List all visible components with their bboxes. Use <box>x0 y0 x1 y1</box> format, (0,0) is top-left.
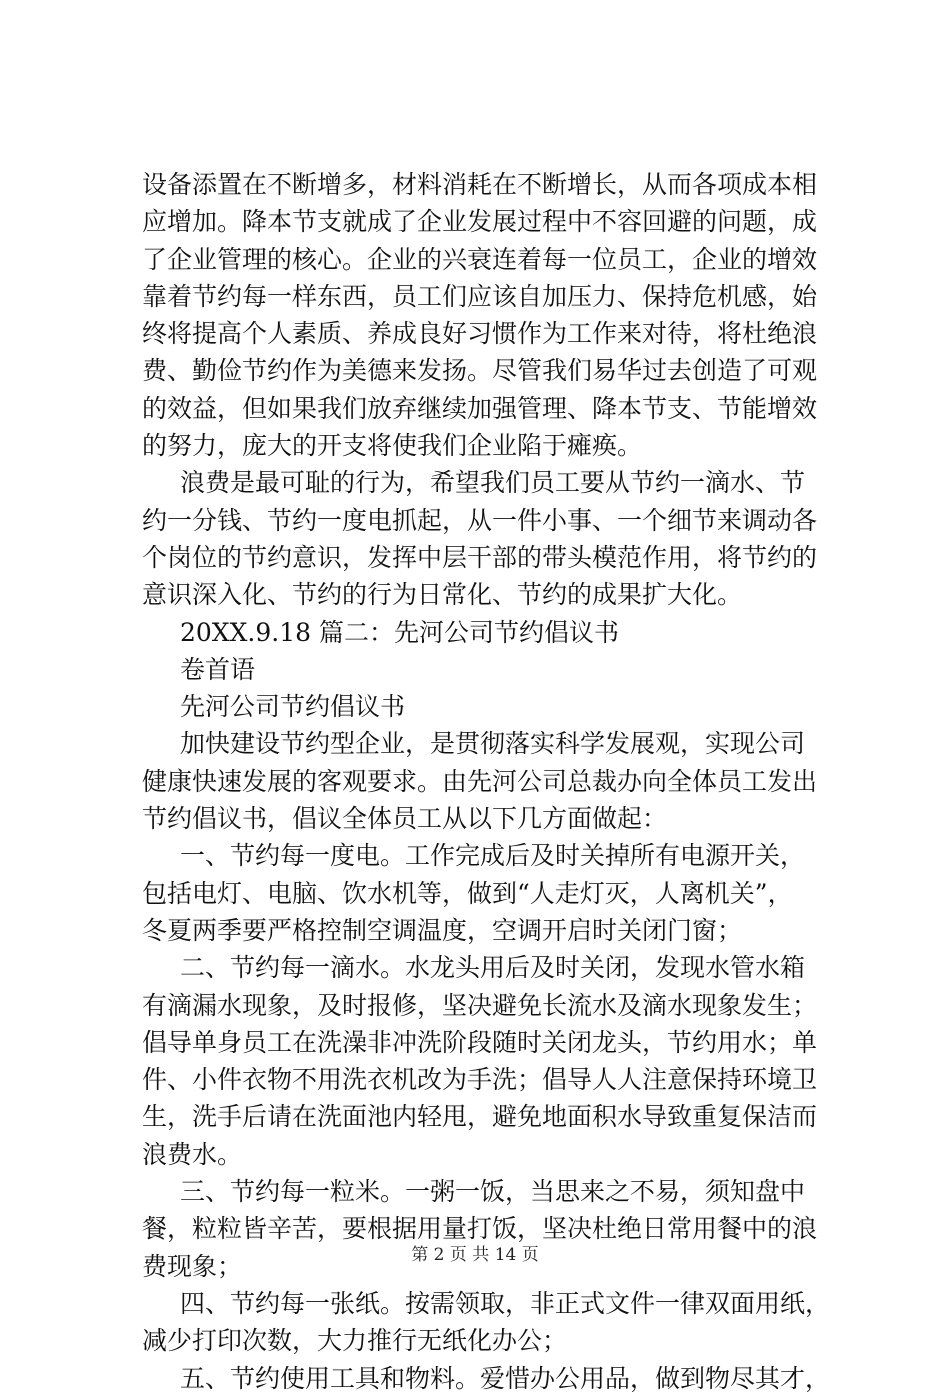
page-footer: 第 2 页 共 14 页 <box>411 1245 539 1265</box>
text-line: 健康快速发展的客观要求。由先河公司总裁办向全体员工发出 <box>142 766 818 796</box>
text-line: 浪费水。 <box>142 1139 243 1169</box>
text-line: 倡导单身员工在洗澡非冲洗阶段随时关闭龙头，节约用水；单 <box>142 1027 818 1057</box>
text-line: 个岗位的节约意识，发挥中层干部的带头模范作用，将节约的 <box>142 542 818 572</box>
text-line: 有滴漏水现象，及时报修，坚决避免长流水及滴水现象发生； <box>142 990 818 1020</box>
text-line: 冬夏两季要严格控制空调温度，空调开启时关闭门窗； <box>142 915 743 945</box>
text-line: 约一分钱、节约一度电抓起，从一件小事、一个细节来调动各 <box>142 505 818 535</box>
text-line: 件、小件衣物不用洗衣机改为手洗；倡导人人注意保持环境卫 <box>142 1065 818 1095</box>
text-line: 终将提高个人素质、养成良好习惯作为工作来对待，将杜绝浪 <box>142 319 818 349</box>
text-line: 二、节约每一滴水。水龙头用后及时关闭，发现水管水箱 <box>180 953 806 983</box>
text-line: 包括电灯、电脑、饮水机等，做到“人走灯灭，人离机关”， <box>142 878 793 908</box>
text-line: 减少打印次数，大力推行无纸化办公； <box>142 1326 568 1356</box>
document-body <box>142 166 842 1397</box>
text-line: 加快建设节约型企业，是贯彻落实科学发展观，实现公司 <box>180 729 806 759</box>
text-line: 四、节约每一张纸。按需领取，非正式文件一律双面用纸， <box>180 1288 831 1318</box>
text-line: 生，洗手后请在洗面池内轻甩，避免地面积水导致重复保洁而 <box>142 1102 818 1132</box>
text-line: 20XX.9.18 篇二：先河公司节约倡议书 <box>180 617 619 647</box>
text-line: 意识深入化、节约的行为日常化、节约的成果扩大化。 <box>142 580 743 610</box>
text-line: 设备添置在不断增多，材料消耗在不断增长，从而各项成本相 <box>142 170 818 199</box>
text-line: 应增加。降本节支就成了企业发展过程中不容回避的问题，成 <box>142 207 818 237</box>
text-line: 先河公司节约倡议书 <box>180 692 406 722</box>
text-line: 三、节约每一粒米。一粥一饭，当思来之不易，须知盘中 <box>180 1177 806 1207</box>
text-line: 节约倡议书，倡议全体员工从以下几方面做起： <box>142 804 668 834</box>
text-line: 的努力，庞大的开支将使我们企业陷于瘫痪。 <box>142 431 643 461</box>
text-line: 费、勤俭节约作为美德来发扬。尽管我们易华过去创造了可观 <box>142 356 818 386</box>
text-line: 靠着节约每一样东西，员工们应该自加压力、保持危机感，始 <box>142 281 818 311</box>
text-line: 五、节约使用工具和物料。爱惜办公用品，做到物尽其才， <box>180 1363 831 1393</box>
text-line: 卷首语 <box>180 654 256 684</box>
text-line: 一、节约每一度电。工作完成后及时关掉所有电源开关， <box>180 841 806 871</box>
text-line: 的效益，但如果我们放弃继续加强管理、降本节支、节能增效 <box>142 393 818 423</box>
text-line: 费现象； <box>142 1251 243 1281</box>
text-line: 了企业管理的核心。企业的兴衰连着每一位员工，企业的增效 <box>142 244 818 274</box>
text-line: 浪费是最可耻的行为，希望我们员工要从节约一滴水、节 <box>180 468 806 498</box>
text-line: 餐，粒粒皆辛苦，要根据用量打饭，坚决杜绝日常用餐中的浪 <box>142 1214 818 1244</box>
